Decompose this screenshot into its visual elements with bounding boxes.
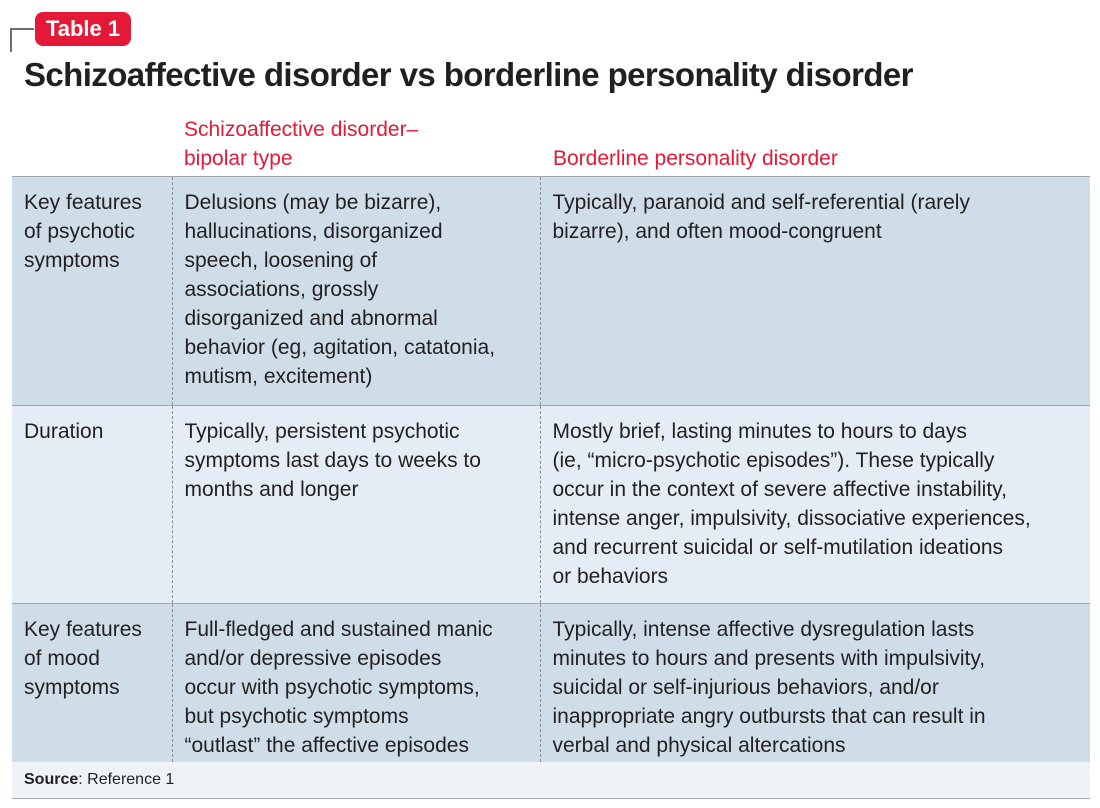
row-label: Key features of mood symptoms — [24, 618, 142, 699]
table-badge: Table 1 — [35, 12, 131, 46]
source-note — [12, 762, 1090, 799]
source-label: Source — [24, 771, 79, 788]
schizoaffective-cell: Typically, persistent psychotic symptoms last days to weeks to months and longer — [172, 406, 540, 604]
schizoaffective-cell: Full-fledged and sustained manic and/or depressive episodes occur with psychotic symptoms, but psychotic symptoms “outlast” the affective episodes — [172, 604, 540, 773]
row-label: Key features of psychotic symptoms — [24, 191, 142, 272]
column-header-schizoaffective: Schizoaffective disorder– bipolar type — [184, 118, 419, 170]
table-row — [12, 604, 1090, 773]
borderline-cell: Mostly brief, lasting minutes to hours to days (ie, “micro-psychotic episodes”). These typically occur in the context of severe affective instability, intense anger, impulsivity, dissociative experiences, and recurrent suicidal or self-mutilation ideations or behaviors — [540, 406, 1090, 604]
schizoaffective-cell: Delusions (may be bizarre), hallucinations, disorganized speech, loosening of associations, grossly disorganized and abnormal behavior (eg, agitation, catatonia, mutism, excitement) — [172, 177, 540, 406]
borderline-cell: Typically, intense affective dysregulation lasts minutes to hours and presents with impulsivity, suicidal or self-injurious behaviors, and/or inappropriate angry outbursts that can result in verbal and physical altercations — [540, 604, 1090, 773]
source-text: : Reference 1 — [78, 771, 175, 788]
column-header-borderline: Borderline personality disorder — [553, 147, 838, 170]
row-label: Duration — [24, 420, 104, 443]
borderline-cell: Typically, paranoid and self-referential (rarely bizarre), and often mood-congruent — [540, 177, 1090, 406]
comparison-table — [12, 176, 1090, 773]
corner-bracket — [10, 28, 34, 52]
table-row — [12, 177, 1090, 406]
page-title: Schizoaffective disorder vs borderline personality disorder — [24, 56, 913, 93]
table-row — [12, 406, 1090, 604]
